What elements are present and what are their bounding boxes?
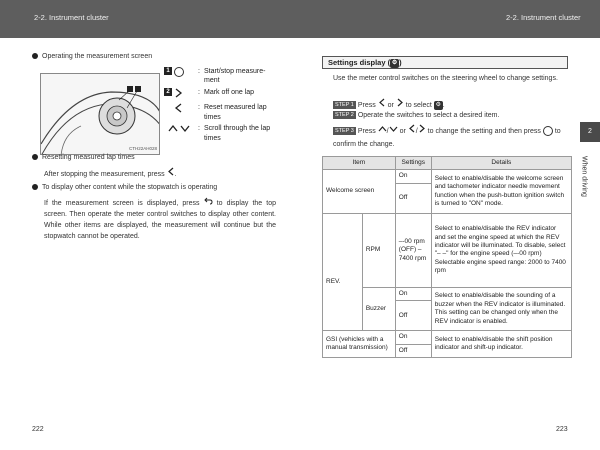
legend-row-reset: : Reset measured lap times xyxy=(164,103,278,122)
chevron-right-icon xyxy=(174,88,183,101)
legend-row-lap: 2 : Mark off one lap xyxy=(164,88,278,101)
chevron-right-icon xyxy=(418,128,426,135)
bullet-dot-icon xyxy=(32,53,38,59)
header-left: 2-2. Instrument cluster xyxy=(34,13,109,22)
cell-item: Welcome screen xyxy=(323,170,396,213)
settings-display-title: Settings display ( ⚙ ) xyxy=(322,56,568,69)
legend-desc: Reset measured lap times xyxy=(204,104,267,121)
table-row xyxy=(323,213,572,287)
step-badge: STEP 2 xyxy=(335,112,354,119)
bullet-operating-text: Operating the measurement screen xyxy=(42,53,153,60)
steering-wheel-illustration xyxy=(41,74,160,155)
legend-desc: Mark off one lap xyxy=(204,88,255,96)
step-badge: STEP 1 xyxy=(335,102,354,109)
figure-code: CTH22AH028 xyxy=(128,145,157,151)
resetting-paragraph: After stopping the measurement, press . xyxy=(44,167,284,179)
cell-setting: –-00 rpm (OFF) – 7400 rpm xyxy=(395,213,431,287)
cell-details: Select to enable/disable the welcome screen and tachometer indicator needle movement function when the push-button ignition switch is turned to "ON" mode. xyxy=(431,170,571,213)
cell-setting: Off xyxy=(395,183,431,213)
cell-subitem: Buzzer xyxy=(362,287,395,330)
legend-row-start: 1 : Start/stop measure-ment xyxy=(164,67,278,86)
step-1: STEP 1 Press or to select ⚙ . xyxy=(333,98,573,110)
enter-button-icon xyxy=(543,126,553,136)
steering-switch-figure xyxy=(40,73,160,155)
settings-intro: Use the meter control switches on the steering wheel to change settings. xyxy=(333,75,558,82)
chevron-down-icon xyxy=(389,128,398,135)
chevron-down-icon xyxy=(180,124,190,136)
cell-item: GSI (vehicles with a manual transmission) xyxy=(323,331,396,358)
chevron-left-icon xyxy=(378,102,386,109)
number-box-icon: 1 xyxy=(164,67,172,75)
chevron-up-icon xyxy=(378,128,387,135)
settings-table xyxy=(322,156,572,358)
header-bar xyxy=(0,0,600,38)
table-row xyxy=(323,331,572,344)
bullet-dot-icon xyxy=(32,154,38,160)
cell-details: Select to enable/disable the REV indicator and set the engine speed at which the REV indicator will be illuminated. To disable, select "– –" for the engine speed (–-00 rpm) Selectable engine speed range: 2000 to 7400 rpm xyxy=(431,213,571,287)
cell-setting: On xyxy=(395,170,431,183)
cell-details: Select to enable/disable the sounding of a buzzer when the REV indicator is illuminated. This setting can be changed only when the REV indicator is enabled. xyxy=(431,287,571,330)
header-details: Details xyxy=(431,157,571,170)
gear-icon: ⚙ xyxy=(435,101,441,108)
bullet-resetting-text: Resetting measured lap times xyxy=(42,154,135,161)
table-header-row xyxy=(323,157,572,170)
number-box-icon: 2 xyxy=(164,88,172,96)
legend-desc: Start/stop measure-ment xyxy=(204,68,266,85)
chapter-tab-label: When driving xyxy=(580,156,588,197)
step-badge: STEP 3 xyxy=(335,128,354,135)
step-3: STEP 3 Press / or / to change the setting and then press to confirm the change. xyxy=(333,124,573,152)
bullet-resetting xyxy=(32,153,282,162)
cell-setting: Off xyxy=(395,301,431,331)
chevron-up-icon xyxy=(168,124,178,136)
page-number-left: 222 xyxy=(32,426,44,433)
step-2: STEP 2 Operate the switches to select a desired item. xyxy=(335,112,500,119)
cell-setting: On xyxy=(395,287,431,300)
bullet-operating xyxy=(32,52,282,61)
chapter-tab: 2 xyxy=(580,122,600,142)
chevron-right-icon xyxy=(396,102,404,109)
legend-row-scroll: : Scroll through the lap times xyxy=(164,124,278,143)
bullet-dot-icon xyxy=(32,184,38,190)
cell-subitem: RPM xyxy=(362,213,395,287)
header-item: Item xyxy=(323,157,396,170)
cell-setting: Off xyxy=(395,344,431,357)
page-number-right: 223 xyxy=(556,426,568,433)
chevron-left-icon xyxy=(174,103,183,116)
back-arrow-icon xyxy=(204,200,213,207)
switch-legend xyxy=(164,67,278,145)
cell-details: Select to enable/disable the shift position indicator and shift-up indicator. xyxy=(431,331,571,358)
cell-item: REV. xyxy=(323,213,363,330)
legend-desc: Scroll through the lap times xyxy=(204,125,271,142)
gear-icon: ⚙ xyxy=(391,59,398,66)
table-row xyxy=(323,170,572,183)
bullet-other-content xyxy=(32,183,282,192)
header-right: 2-2. Instrument cluster xyxy=(506,13,581,22)
cell-setting: On xyxy=(395,331,431,344)
header-settings: Settings xyxy=(395,157,431,170)
bullet-other-content-text: To display other content while the stopwatch is operating xyxy=(42,184,218,191)
chevron-left-icon xyxy=(167,171,175,178)
other-content-paragraph: If the measurement screen is displayed, press to display the top screen. Then operate the meter control switches to display other content. While other items are displayed, the measurement will continue but the stopwatch cannot be operated. xyxy=(44,200,276,240)
enter-button-icon xyxy=(174,67,184,77)
chevron-left-icon xyxy=(408,128,416,135)
